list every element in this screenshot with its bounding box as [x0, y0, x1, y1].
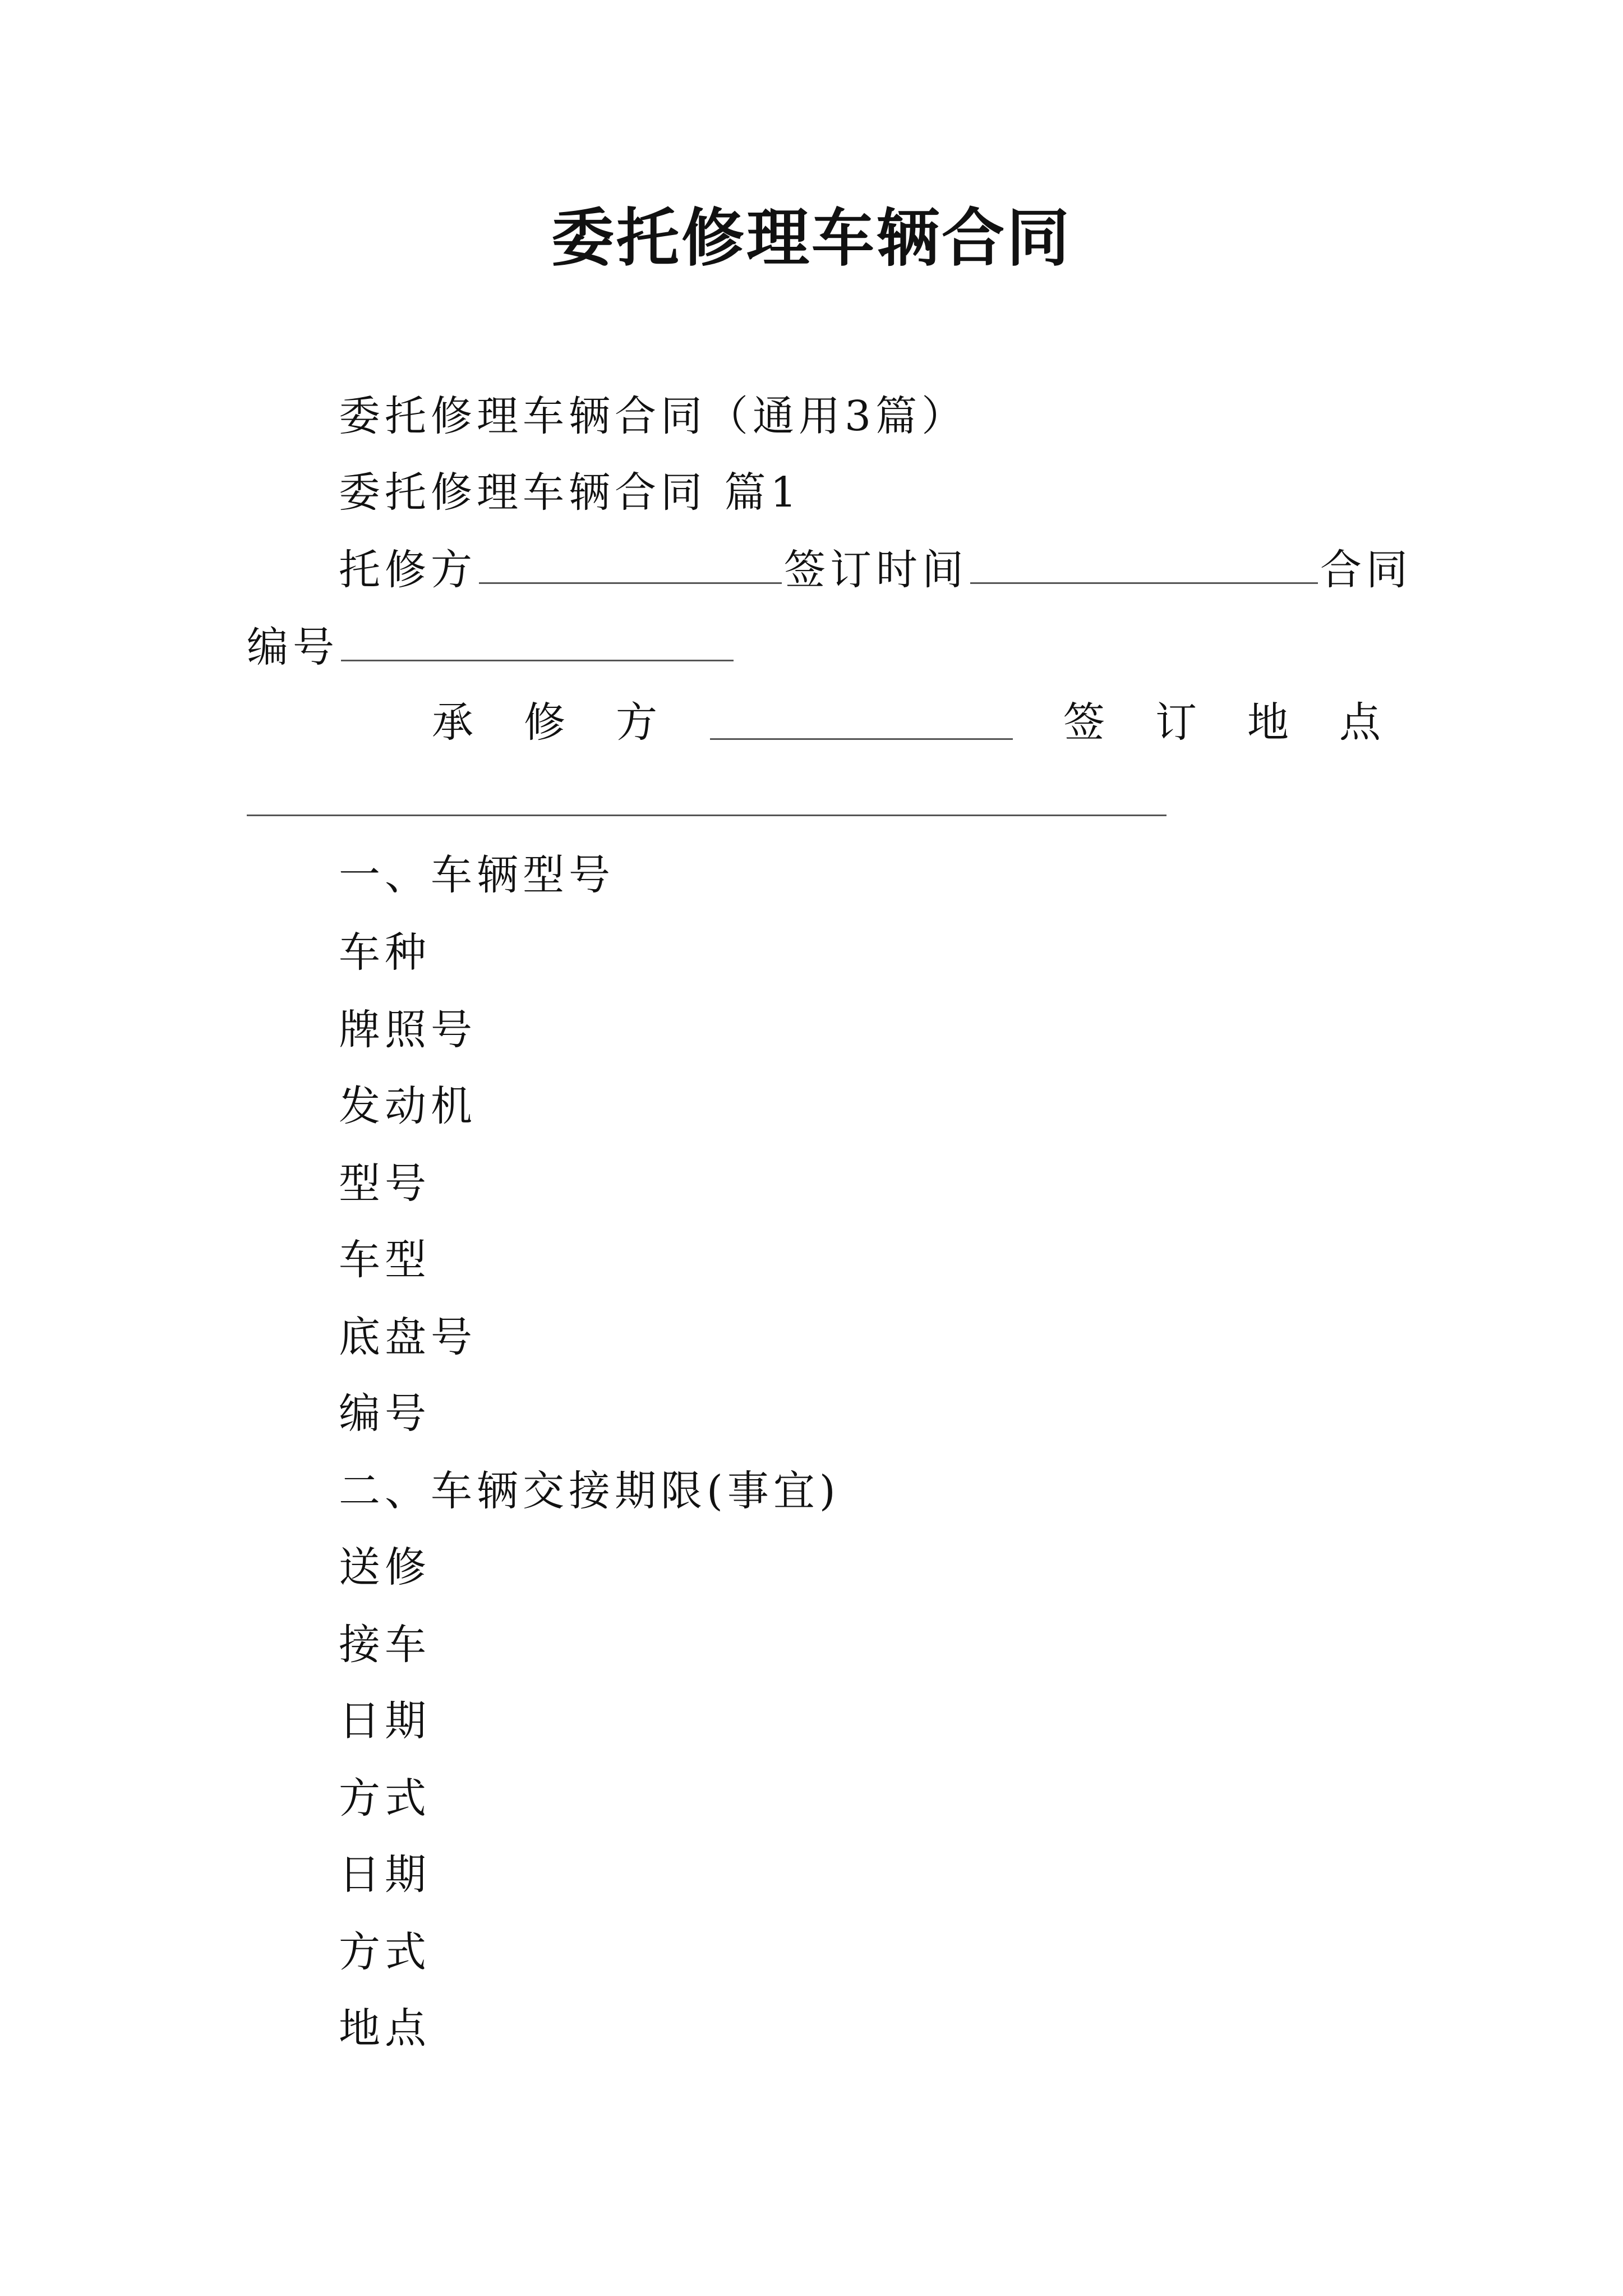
section-heading: 委托修理车辆合同 篇1 [339, 468, 801, 517]
sign-place-blank[interactable] [247, 815, 1166, 816]
section1-item: 底盘号 [339, 1313, 477, 1361]
section1-item: 车型 [339, 1236, 431, 1284]
section1-heading: 一、车辆型号 [339, 851, 615, 899]
section1-item: 发动机 [339, 1082, 477, 1130]
section2-item: 日期 [339, 1697, 431, 1745]
document-title: 委托修理车辆合同 [551, 201, 1072, 275]
sign-time-label: 签订时间 [784, 546, 968, 594]
section2-item: 送修 [339, 1543, 431, 1591]
contract-number-label: 编号 [247, 623, 339, 671]
contract-info-row-1 [339, 542, 1412, 598]
section2-heading: 二、车辆交接期限(事宜) [339, 1467, 840, 1515]
contract-number-blank[interactable] [341, 620, 734, 661]
contractor-label-char-2: 修 [524, 698, 565, 747]
contract-label: 合同 [1320, 546, 1412, 594]
section1-item: 编号 [339, 1389, 431, 1438]
contractor-label-char-1: 承 [432, 698, 473, 747]
sign-place-label-char-3: 地 [1247, 698, 1289, 747]
sign-time-blank[interactable] [970, 543, 1318, 584]
contractor-label-char-3: 方 [616, 698, 657, 747]
section2-item: 地点 [339, 2004, 431, 2053]
sign-place-label-char-1: 签 [1063, 698, 1105, 747]
consignor-label: 托修方 [339, 546, 477, 594]
contractor-blank[interactable] [710, 699, 1013, 740]
section2-item: 接车 [339, 1621, 431, 1669]
contract-info-row-2 [247, 619, 736, 675]
section1-item: 车种 [339, 928, 431, 977]
section1-item: 牌照号 [339, 1006, 477, 1054]
section2-item: 方式 [339, 1928, 431, 1976]
sign-place-label-char-2: 订 [1155, 698, 1197, 747]
section2-item: 日期 [339, 1851, 431, 1899]
document-subtitle: 委托修理车辆合同（通用3篇） [339, 392, 968, 440]
section2-item: 方式 [339, 1774, 431, 1823]
section1-item: 型号 [339, 1159, 431, 1208]
consignor-blank[interactable] [479, 543, 782, 584]
sign-place-label-char-4: 点 [1339, 698, 1381, 747]
